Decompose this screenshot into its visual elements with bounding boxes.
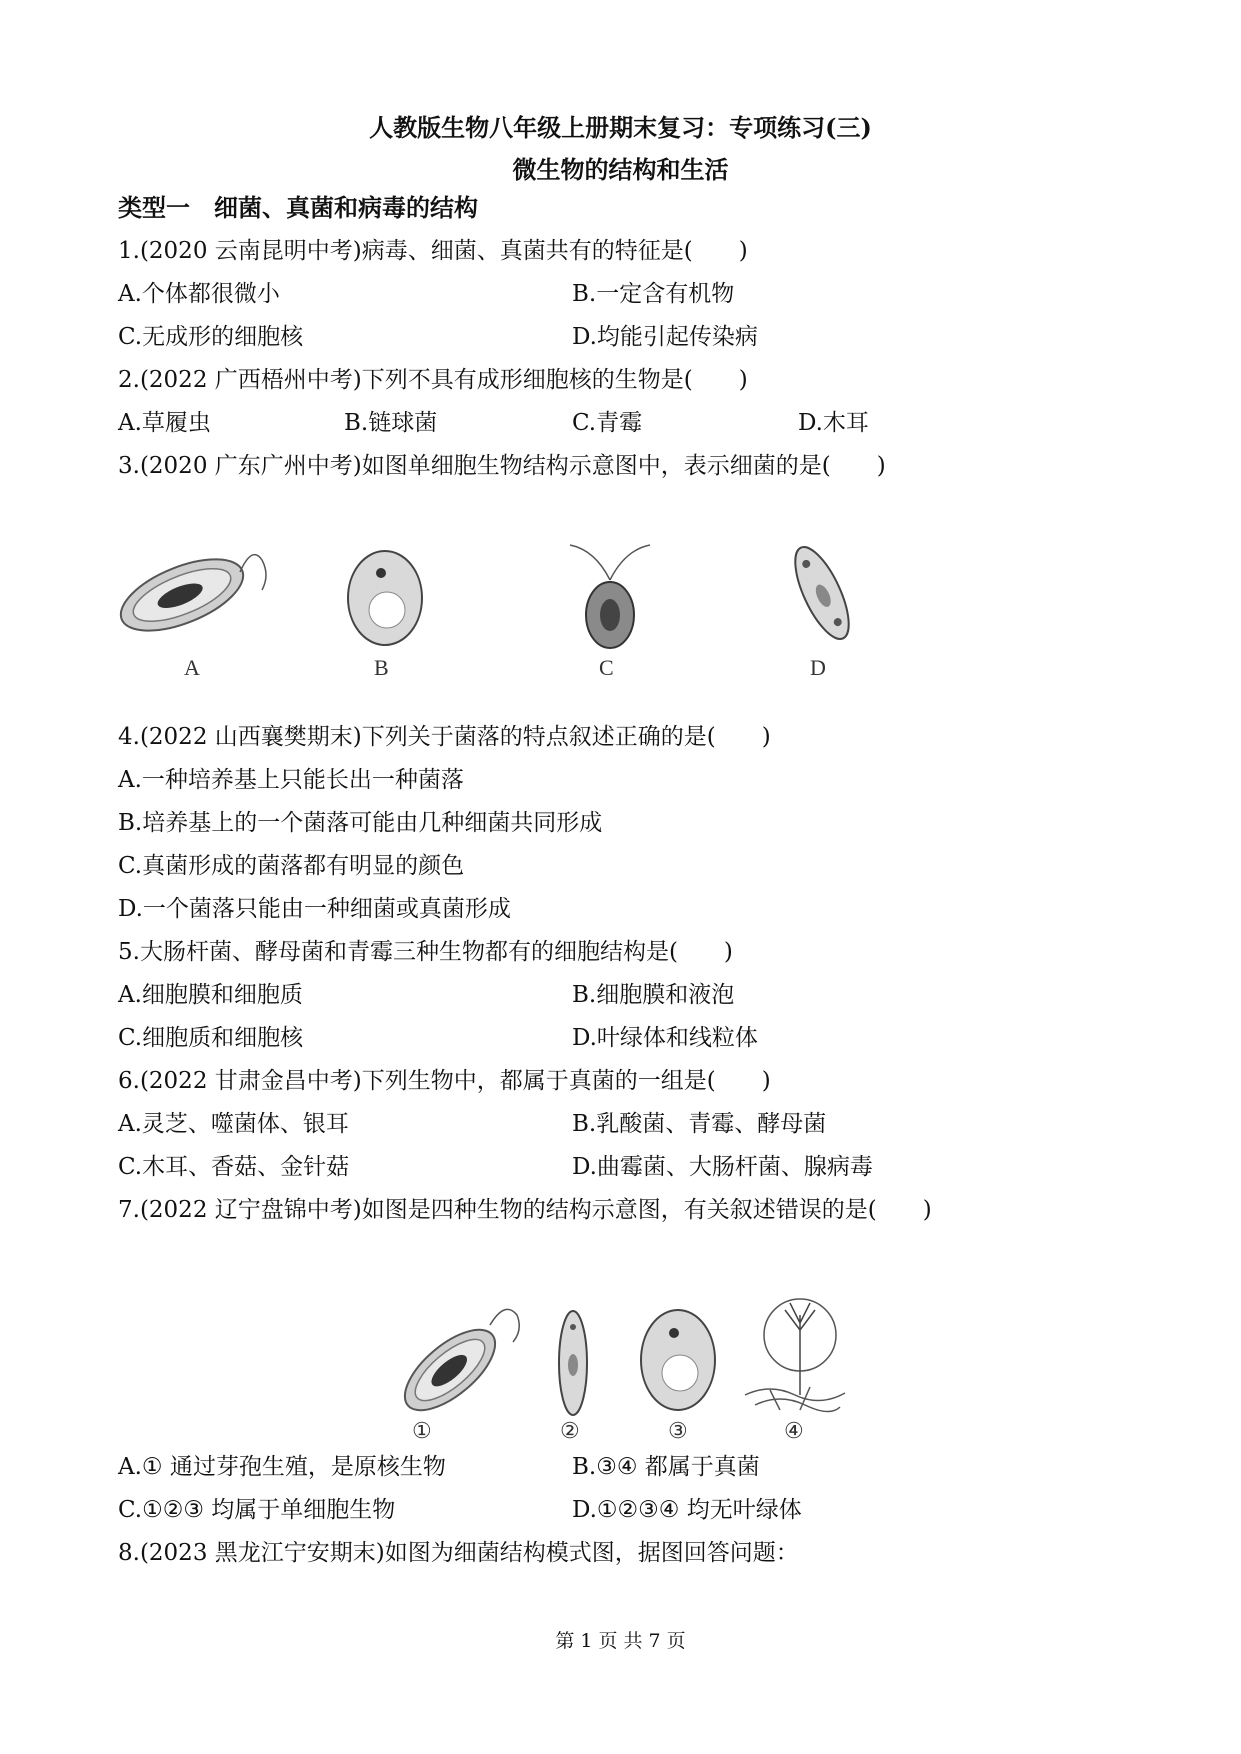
yeast-illustration bbox=[345, 548, 425, 648]
page-title: 人教版生物八年级上册期末复习：专项练习(三) bbox=[369, 113, 872, 142]
figure-label-1: ① bbox=[412, 1418, 432, 1443]
question-4-option-b: B.培养基上的一个菌落可能由几种细菌共同形成 bbox=[118, 810, 603, 836]
mold-illustration bbox=[740, 1295, 850, 1415]
paramecium-illustration bbox=[782, 538, 862, 648]
figure-label-a: A bbox=[184, 655, 200, 680]
question-6-option-b: B.乳酸菌、青霉、酵母菌 bbox=[572, 1111, 827, 1137]
question-6-option-c: C.木耳、香菇、金针菇 bbox=[118, 1154, 350, 1180]
figure-label-2: ② bbox=[560, 1418, 580, 1443]
question-1-option-c: C.无成形的细胞核 bbox=[118, 324, 304, 350]
question-5-option-d: D.叶绿体和线粒体 bbox=[572, 1025, 758, 1051]
paramecium-illustration-2 bbox=[548, 1305, 598, 1420]
yeast-illustration-2 bbox=[638, 1305, 718, 1415]
question-1-option-d: D.均能引起传染病 bbox=[572, 324, 758, 350]
question-2-option-a: A.草履虫 bbox=[118, 410, 211, 436]
question-6-stem: 6.(2022 甘肃金昌中考)下列生物中，都属于真菌的一组是( ) bbox=[118, 1068, 771, 1094]
question-5-option-a: A.细胞膜和细胞质 bbox=[118, 982, 303, 1008]
page-footer: 第 1 页 共 7 页 bbox=[555, 1630, 686, 1652]
question-7-option-d: D.①②③④ 均无叶绿体 bbox=[572, 1497, 802, 1523]
question-8-stem: 8.(2023 黑龙江宁安期末)如图为细菌结构模式图，据图回答问题： bbox=[118, 1540, 799, 1566]
section-heading: 类型一 细菌、真菌和病毒的结构 bbox=[118, 193, 478, 222]
question-6-option-a: A.灵芝、噬菌体、银耳 bbox=[118, 1111, 349, 1137]
question-7-option-a: A.① 通过芽孢生殖，是原核生物 bbox=[118, 1454, 446, 1480]
figure-label-b: B bbox=[374, 655, 389, 680]
figure-label-d: D bbox=[810, 655, 826, 680]
question-4-stem: 4.(2022 山西襄樊期末)下列关于菌落的特点叙述正确的是( ) bbox=[118, 724, 771, 750]
question-1-option-a: A.个体都很微小 bbox=[118, 281, 280, 307]
question-4-option-d: D.一个菌落只能由一种细菌或真菌形成 bbox=[118, 896, 511, 922]
question-5-option-c: C.细胞质和细胞核 bbox=[118, 1025, 304, 1051]
question-5-option-b: B.细胞膜和液泡 bbox=[572, 982, 735, 1008]
bacterium-illustration-2 bbox=[395, 1300, 525, 1420]
question-2-option-d: D.木耳 bbox=[798, 410, 869, 436]
question-2-stem: 2.(2022 广西梧州中考)下列不具有成形细胞核的生物是( ) bbox=[118, 367, 748, 393]
question-4-option-c: C.真菌形成的菌落都有明显的颜色 bbox=[118, 853, 465, 879]
question-1-stem: 1.(2020 云南昆明中考)病毒、细菌、真菌共有的特征是( ) bbox=[118, 238, 748, 264]
question-6-option-d: D.曲霉菌、大肠杆菌、腺病毒 bbox=[572, 1154, 873, 1180]
figure-label-c: C bbox=[599, 655, 614, 680]
question-5-stem: 5.大肠杆菌、酵母菌和青霉三种生物都有的细胞结构是( ) bbox=[118, 939, 733, 965]
question-2-option-c: C.青霉 bbox=[572, 410, 643, 436]
question-7-option-c: C.①②③ 均属于单细胞生物 bbox=[118, 1497, 396, 1523]
bacterium-illustration bbox=[112, 540, 272, 650]
page-subtitle: 微生物的结构和生活 bbox=[512, 155, 729, 184]
figure-label-4: ④ bbox=[784, 1418, 804, 1443]
question-4-option-a: A.一种培养基上只能长出一种菌落 bbox=[118, 767, 464, 793]
figure-label-3: ③ bbox=[668, 1418, 688, 1443]
question-7-option-b: B.③④ 都属于真菌 bbox=[572, 1454, 760, 1480]
question-1-option-b: B.一定含有机物 bbox=[572, 281, 735, 307]
question-7-stem: 7.(2022 辽宁盘锦中考)如图是四种生物的结构示意图，有关叙述错误的是( ) bbox=[118, 1197, 932, 1223]
question-2-option-b: B.链球菌 bbox=[344, 410, 438, 436]
chlamydomonas-illustration bbox=[560, 540, 660, 650]
question-3-stem: 3.(2020 广东广州中考)如图单细胞生物结构示意图中，表示细菌的是( ) bbox=[118, 453, 886, 479]
